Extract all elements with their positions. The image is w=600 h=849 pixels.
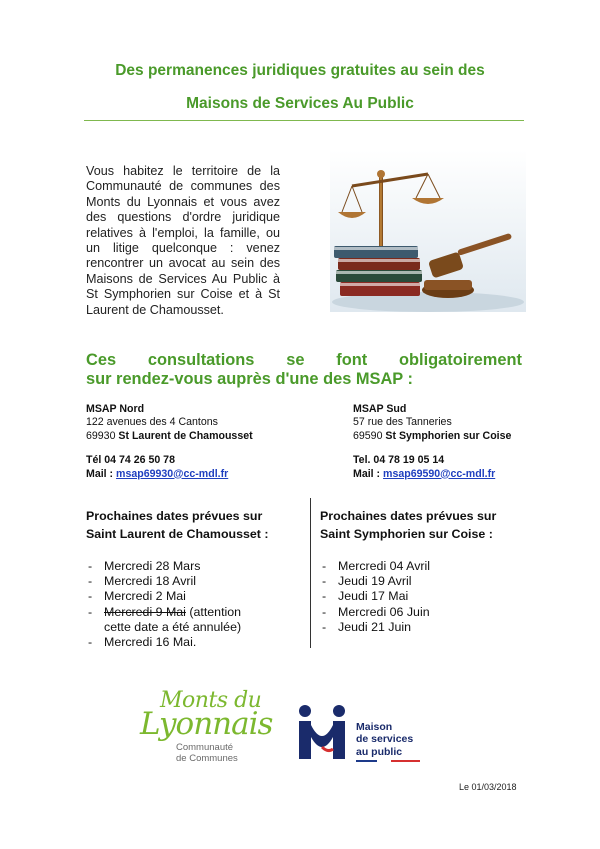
tricolor-bar — [356, 760, 420, 762]
dates-south-heading-line-2: Saint Symphorien sur Coise : — [320, 527, 493, 541]
msap-logo-line-2: de services — [356, 733, 414, 746]
list-item: - Mercredi 18 Avril — [86, 574, 308, 589]
office-north-address: 122 avenues des 4 Cantons — [86, 416, 218, 429]
consultation-notice — [86, 351, 522, 389]
office-north — [86, 403, 306, 481]
document-date: Le 01/03/2018 — [459, 782, 517, 792]
cancelled-date: Mercredi 9 Mai — [104, 604, 186, 619]
title-divider — [84, 120, 524, 121]
logo-subtitle-line-2: de Communes — [176, 753, 238, 764]
msap-logo-line-3: au public — [356, 745, 403, 758]
list-item: - Mercredi 06 Juin — [320, 605, 550, 620]
dates-south-heading-line-1: Prochaines dates prévues sur — [320, 509, 497, 523]
dates-south — [320, 507, 550, 635]
office-south-mail-label: Mail : — [353, 467, 381, 480]
office-south-tel: 04 78 19 05 14 — [373, 454, 445, 467]
logo-subtitle-line-1: Communauté — [176, 742, 234, 753]
intro-paragraph: Vous habitez le territoire de la Communauté de communes des Monts du Lyonnais et vous avez des questions d'ordre juridique relatives à l'emploi, la famille, ou un litige quelconque : venez rencontrer un avocat au sein des Maisons de Services Au Public à St Symphorien sur Coise et à St Laurent de Chamousset. — [86, 164, 280, 317]
office-south-name: MSAP Sud — [353, 403, 407, 415]
cancelled-note-b: cette date a été annulée) — [104, 619, 242, 634]
office-north-city: St Laurent de Chamousset — [118, 429, 253, 442]
dates-north-heading — [86, 507, 308, 543]
consult-word: obligatoirement — [399, 351, 522, 369]
office-north-mail-label: Mail : — [86, 467, 114, 480]
logo-text-monts-du: Monts du — [160, 688, 262, 713]
dates-south-list — [320, 559, 550, 635]
consult-word: Ces — [86, 351, 117, 369]
msap-logo — [296, 703, 436, 767]
list-item: - Mercredi 04 Avril — [320, 559, 550, 574]
office-south-tel-label: Tel. — [353, 454, 371, 467]
office-south-mail-link[interactable]: msap69590@cc-mdl.fr — [383, 467, 496, 480]
list-item: - Mercredi 2 Mai — [86, 589, 308, 604]
office-north-name: MSAP Nord — [86, 403, 145, 415]
logo-text-lyonnais: Lyonnais — [140, 706, 273, 742]
list-item: - Jeudi 17 Mai — [320, 589, 550, 604]
office-south-city: St Symphorien sur Coise — [385, 429, 512, 442]
cancelled-note-a: (attention — [185, 604, 242, 619]
msap-emblem-icon — [296, 703, 348, 763]
office-north-postcode: 69930 — [86, 429, 116, 442]
dates-south-heading — [320, 507, 550, 543]
consult-word: font — [336, 351, 368, 369]
column-divider — [310, 498, 311, 648]
title-line-2: Maisons de Services Au Public — [186, 95, 414, 112]
consult-line-2: sur rendez-vous auprès d'une des MSAP : — [86, 370, 413, 388]
justice-scale-gavel-illustration — [330, 150, 526, 312]
list-item: - Mercredi 16 Mai. — [86, 635, 308, 650]
list-item: - Jeudi 19 Avril — [320, 574, 550, 589]
dates-north-heading-line-2: Saint Laurent de Chamousset : — [86, 527, 269, 541]
dates-north — [86, 507, 308, 650]
consult-word: se — [286, 351, 305, 369]
dates-north-heading-line-1: Prochaines dates prévues sur — [86, 509, 263, 523]
logo-subtitle — [176, 742, 238, 764]
office-north-mail-link[interactable]: msap69930@cc-mdl.fr — [116, 467, 229, 480]
title-line-1: Des permanences juridiques gratuites au sein des — [115, 62, 485, 79]
list-item: - Mercredi 28 Mars — [86, 559, 308, 574]
list-item: - Jeudi 21 Juin — [320, 620, 550, 635]
office-north-tel-label: Tél — [86, 454, 102, 467]
office-south-postcode: 69590 — [353, 429, 383, 442]
office-north-tel: 04 74 26 50 78 — [104, 454, 175, 467]
office-south — [353, 403, 553, 481]
msap-logo-line-1: Maison — [356, 721, 393, 733]
consult-word: consultations — [147, 351, 255, 369]
msap-logo-text — [356, 721, 413, 758]
dates-north-list — [86, 559, 308, 650]
monts-du-lyonnais-logo — [138, 688, 278, 770]
list-item-cancelled — [86, 605, 308, 635]
office-south-address: 57 rue des Tanneries — [353, 416, 452, 429]
